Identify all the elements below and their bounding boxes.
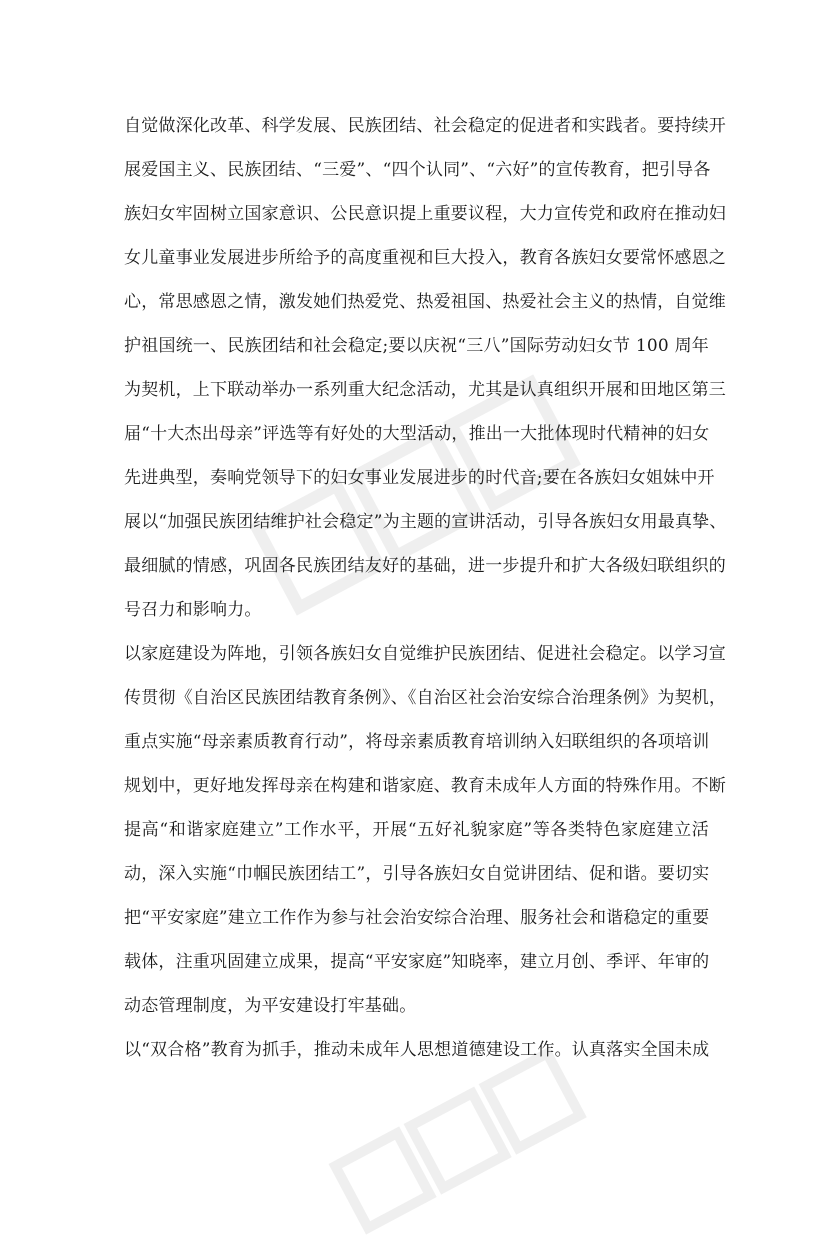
paragraph-line: 传贯彻《自治区民族团结教育条例》、《自治区社会治安综合治理条例》为契机， <box>124 688 727 708</box>
paragraph-line: 自觉做深化改革、科学发展、民族团结、社会稳定的促进者和实践者。要持续开 <box>124 116 726 136</box>
paragraph-line: 护祖国统一、民族团结和社会稳定;要以庆祝“三八”国际劳动妇女节 100 周年 <box>124 336 709 356</box>
paragraph-line: 届“十大杰出母亲”评选等有好处的大型活动，推出一大批体现时代精神的妇女 <box>124 424 710 444</box>
paragraph-line: 展以“加强民族团结维护社会稳定”为主题的宣讲活动，引导各族妇女用最真挚、 <box>124 512 727 532</box>
paragraph-line: 规划中，更好地发挥母亲在构建和谐家庭、教育未成年人方面的特殊作用。不断 <box>124 776 726 796</box>
watermark-bottom-icon <box>319 1035 600 1254</box>
paragraph-line: 提高“和谐家庭建立”工作水平，开展“五好礼貌家庭”等各类特色家庭建立活 <box>124 820 709 840</box>
paragraph-line: 心，常思感恩之情，激发她们热爱党、热爱祖国、热爱社会主义的热情，自觉维 <box>124 292 726 312</box>
paragraph-line: 以家庭建设为阵地，引领各族妇女自觉维护民族团结、促进社会稳定。以学习宣 <box>124 644 726 664</box>
paragraph-line: 展爱国主义、民族团结、“三爱”、“四个认同”、“六好”的宣传教育，把引导各 <box>124 160 711 180</box>
paragraph-line: 女儿童事业发展进步所给予的高度重视和巨大投入，教育各族妇女要常怀感恩之 <box>124 248 726 268</box>
paragraph-line: 动态管理制度，为平安建设打牢基础。 <box>124 996 417 1016</box>
paragraph-line: 以“双合格”教育为抓手，推动未成年人思想道德建设工作。认真落实全国未成 <box>124 1040 710 1060</box>
paragraph-line: 号召力和影响力。 <box>124 600 262 620</box>
paragraph-line: 动，深入实施“巾帼民族团结工”，引导各族妇女自觉讲团结、促和谐。要切实 <box>124 864 710 884</box>
paragraph-line: 族妇女牢固树立国家意识、公民意识提上重要议程，大力宣传党和政府在推动妇 <box>124 204 726 224</box>
paragraph-line: 把“平安家庭”建立工作作为参与社会治安综合治理、服务社会和谐稳定的重要 <box>124 908 710 928</box>
paragraph-line: 重点实施“母亲素质教育行动”，将母亲素质教育培训纳入妇联组织的各项培训 <box>124 732 710 752</box>
paragraph-line: 为契机，上下联动举办一系列重大纪念活动，尤其是认真组织开展和田地区第三 <box>124 380 726 400</box>
paragraph-line: 载体，注重巩固建立成果，提高“平安家庭”知晓率，建立月创、季评、年审的 <box>124 952 710 972</box>
paragraph-line: 先进典型，奏响党领导下的妇女事业发展进步的时代音;要在各族妇女姐妹中开 <box>124 468 715 488</box>
paragraph-line: 最细腻的情感，巩固各民族团结友好的基础，进一步提升和扩大各级妇联组织的 <box>124 556 726 576</box>
